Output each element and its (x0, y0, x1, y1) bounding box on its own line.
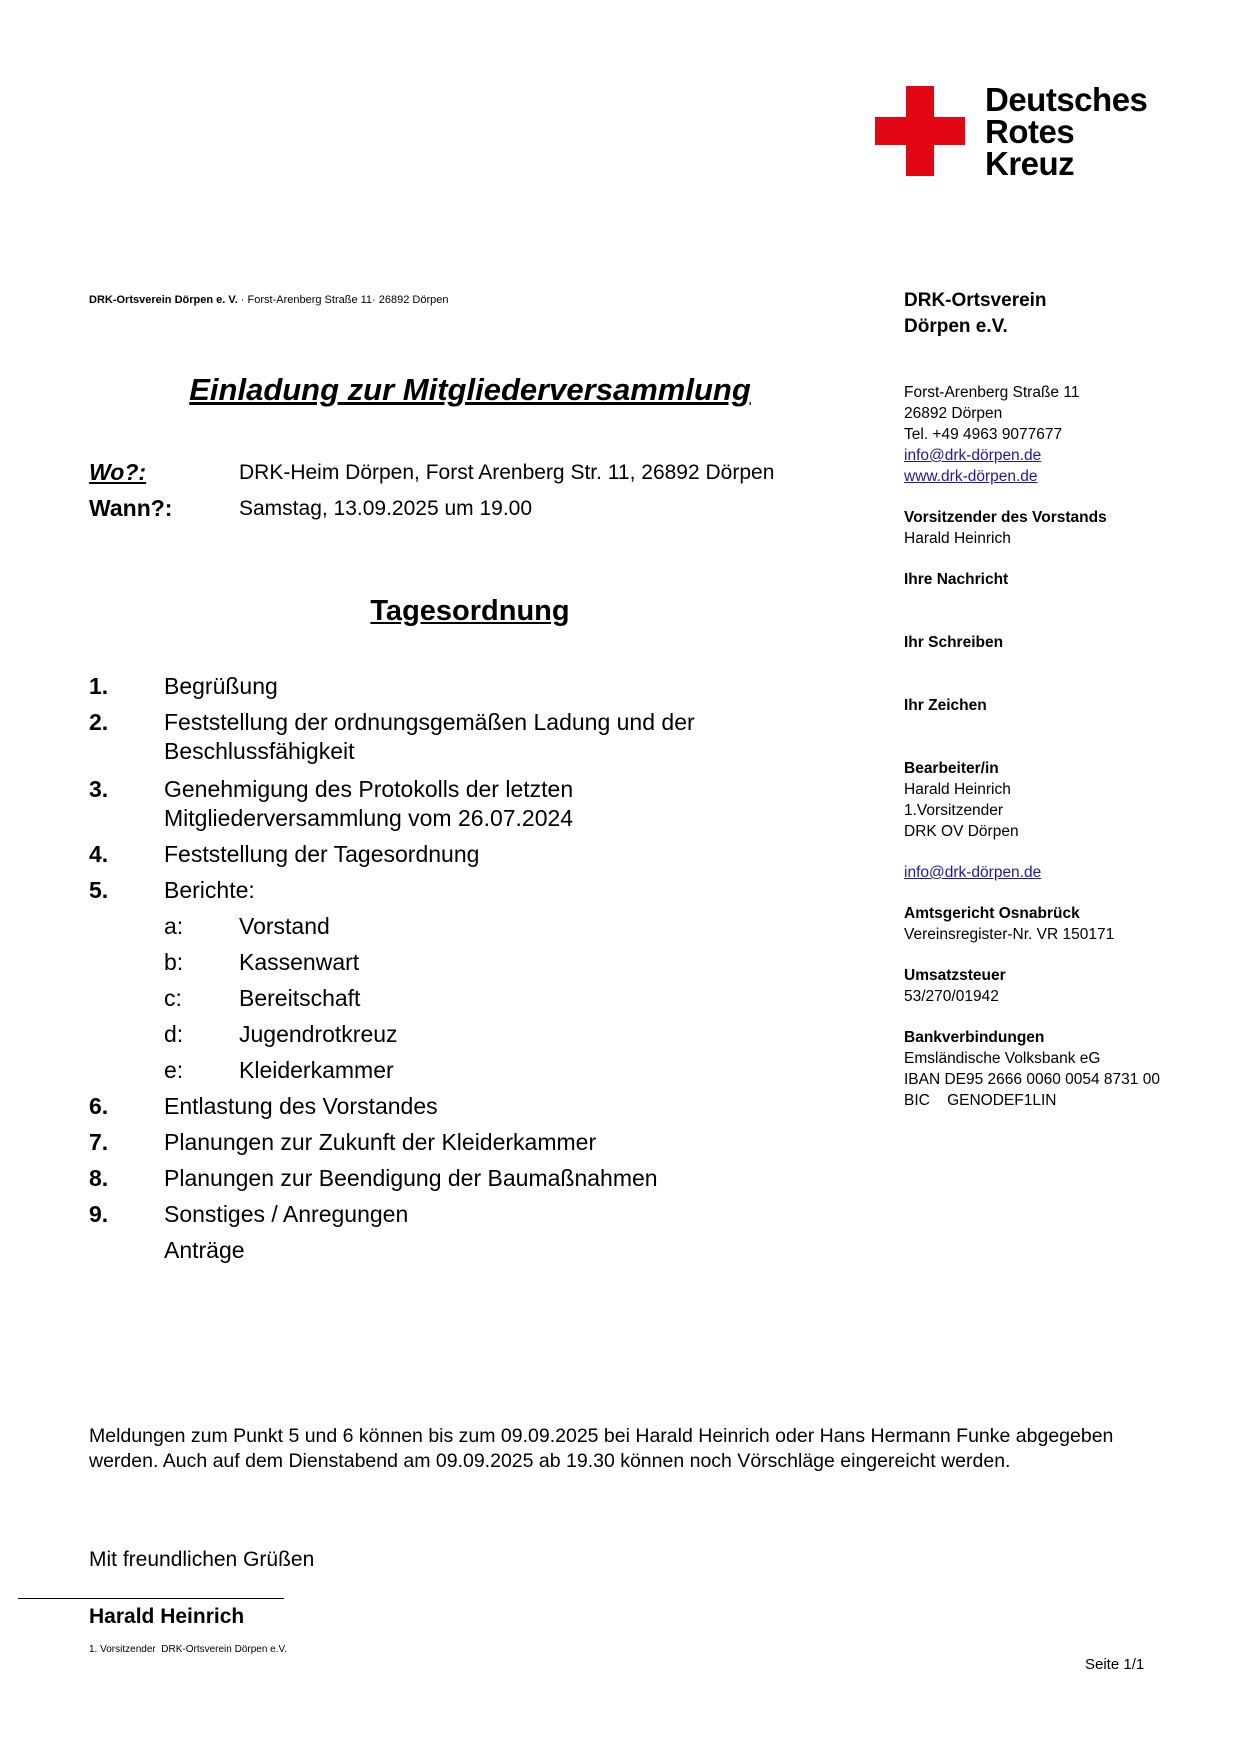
sender-line (89, 294, 448, 306)
agenda-item-number: 9. (89, 1201, 109, 1227)
agenda-subitem-text: Jugendrotkreuz (239, 1021, 398, 1047)
sidebar-court-register: Vereinsregister-Nr. VR 150171 (904, 926, 1115, 943)
agenda-item-number: 2. (89, 709, 109, 735)
agenda-item-text: Sonstiges / Anregungen (164, 1201, 409, 1227)
sidebar-court-heading: Amtsgericht Osnabrück (904, 905, 1080, 922)
agenda-subitem-text: Kassenwart (239, 949, 360, 975)
sidebar-editor-role: 1.Vorsitzender (904, 802, 1004, 819)
signer-role: 1. Vorsitzender DRK-Ortsverein Dörpen e.V. (89, 1644, 288, 1655)
sidebar-website-link[interactable]: www.drk-dörpen.de (904, 468, 1038, 485)
sidebar-iban: IBAN DE95 2666 0060 0054 8731 00 (904, 1071, 1160, 1088)
sidebar-editor-name: Harald Heinrich (904, 781, 1011, 798)
agenda-item (89, 876, 809, 905)
agenda-subitem-letter: d: (164, 1021, 184, 1047)
agenda-item-text: Genehmigung des Protokolls der letzten Mitgliederversammlung vom 26.07.2024 (164, 776, 574, 831)
agenda-subitem (164, 984, 809, 1013)
sidebar-street: Forst-Arenberg Straße 11 (904, 384, 1080, 401)
agenda-item (89, 1164, 809, 1193)
drk-logo (875, 81, 1175, 182)
sidebar-org-line2: Dörpen e.V. (904, 316, 1008, 337)
signer-name: Harald Heinrich (89, 1605, 245, 1628)
agenda-item-text: Entlastung des Vorstandes (164, 1093, 438, 1119)
agenda-extra (89, 1236, 809, 1265)
agenda-subitem-letter: e: (164, 1057, 184, 1083)
sidebar-your-message: Ihre Nachricht (904, 571, 1009, 588)
agenda-subitem-letter: a: (164, 913, 184, 939)
agenda-item-number: 8. (89, 1165, 109, 1191)
agenda-title: Tagesordnung (370, 595, 570, 627)
sidebar-chair-heading: Vorsitzender des Vorstands (904, 509, 1107, 526)
sidebar-bank-heading: Bankverbindungen (904, 1029, 1045, 1046)
agenda-item-text: Planungen zur Zukunft der Kleiderkammer (164, 1129, 597, 1155)
closing-greeting: Mit freundlichen Grüßen (89, 1548, 315, 1571)
agenda-list (89, 672, 809, 1272)
agenda-subitem-letter: b: (164, 949, 184, 975)
agenda-item-number: 3. (89, 776, 109, 802)
signature-line (18, 1598, 284, 1599)
when-label: Wann?: (89, 495, 173, 521)
agenda-item-text: Begrüßung (164, 673, 278, 699)
agenda-item (89, 708, 809, 766)
page-number: Seite 1/1 (1085, 1656, 1145, 1673)
logo-wordmark (985, 81, 1148, 182)
where-label: Wo?: (89, 459, 147, 485)
sender-org: DRK-Ortsverein Dörpen e. V. (89, 294, 238, 306)
sidebar-editor-email-link[interactable]: info@drk-dörpen.de (904, 864, 1042, 881)
agenda-item (89, 1128, 809, 1157)
agenda-item-number: 5. (89, 877, 109, 903)
sidebar-editor-org: DRK OV Dörpen (904, 823, 1019, 840)
sidebar-chair-name: Harald Heinrich (904, 530, 1011, 547)
sidebar-bank-name: Emsländische Volksbank eG (904, 1050, 1101, 1067)
agenda-subitem (164, 948, 809, 977)
sidebar-email-link[interactable]: info@drk-dörpen.de (904, 447, 1042, 464)
agenda-item-number: 6. (89, 1093, 109, 1119)
sidebar-info (904, 288, 1204, 1111)
sidebar-editor-heading: Bearbeiter/in (904, 760, 999, 777)
agenda-item-text: Feststellung der ordnungsgemäßen Ladung und der Beschlussfähigkeit (164, 709, 695, 764)
agenda-item (89, 672, 809, 701)
agenda-item (89, 1200, 809, 1229)
page-title: Einladung zur Mitgliederversammlung (189, 372, 751, 407)
sidebar-tax-heading: Umsatzsteuer (904, 967, 1006, 984)
agenda-subitem-text: Bereitschaft (239, 985, 361, 1011)
agenda-subitem-text: Vorstand (239, 913, 330, 939)
sidebar-your-ref: Ihr Zeichen (904, 697, 987, 714)
agenda-item-text: Feststellung der Tagesordnung (164, 841, 480, 867)
agenda-subitem-letter: c: (164, 985, 182, 1011)
agenda-subitem-text: Kleiderkammer (239, 1057, 394, 1083)
agenda-item-number: 7. (89, 1129, 109, 1155)
agenda-item-number: 1. (89, 673, 109, 699)
sidebar-bic: BIC GENODEF1LIN (904, 1092, 1057, 1109)
agenda-extra-text: Anträge (164, 1237, 245, 1263)
agenda-item (89, 775, 809, 833)
sidebar-your-letter: Ihr Schreiben (904, 634, 1004, 651)
submission-note: Meldungen zum Punkt 5 und 6 können bis zum 09.09.2025 bei Harald Heinrich oder Hans Hermann Funke abgegeben werden. Auch auf dem Dienstabend am 09.09.2025 ab 19.30 können noch Vörschläge eingereicht werden. (89, 1425, 1114, 1472)
agenda-item (89, 1092, 809, 1121)
logo-line-1: Deutsches (985, 81, 1148, 118)
agenda-item-text: Planungen zur Beendigung der Baumaßnahmen (164, 1165, 658, 1191)
sender-address: · Forst-Arenberg Straße 11· 26892 Dörpen (237, 294, 449, 306)
sidebar-city: 26892 Dörpen (904, 405, 1003, 422)
sidebar-org-line1: DRK-Ortsverein (904, 290, 1047, 311)
sidebar-phone: Tel. +49 4963 9077677 (904, 426, 1063, 443)
logo-line-2: Rotes (985, 113, 1075, 150)
agenda-subitem (164, 1056, 809, 1085)
where-value: DRK-Heim Dörpen, Forst Arenberg Str. 11, 26892 Dörpen (239, 461, 775, 484)
agenda-subitem (164, 1020, 809, 1049)
sidebar-tax-number: 53/270/01942 (904, 988, 999, 1005)
logo-line-3: Kreuz (985, 145, 1075, 182)
agenda-subitem (164, 912, 809, 941)
agenda-item-text: Berichte: (164, 877, 255, 903)
agenda-item-number: 4. (89, 841, 109, 867)
when-value: Samstag, 13.09.2025 um 19.00 (239, 497, 533, 520)
agenda-item (89, 840, 809, 869)
